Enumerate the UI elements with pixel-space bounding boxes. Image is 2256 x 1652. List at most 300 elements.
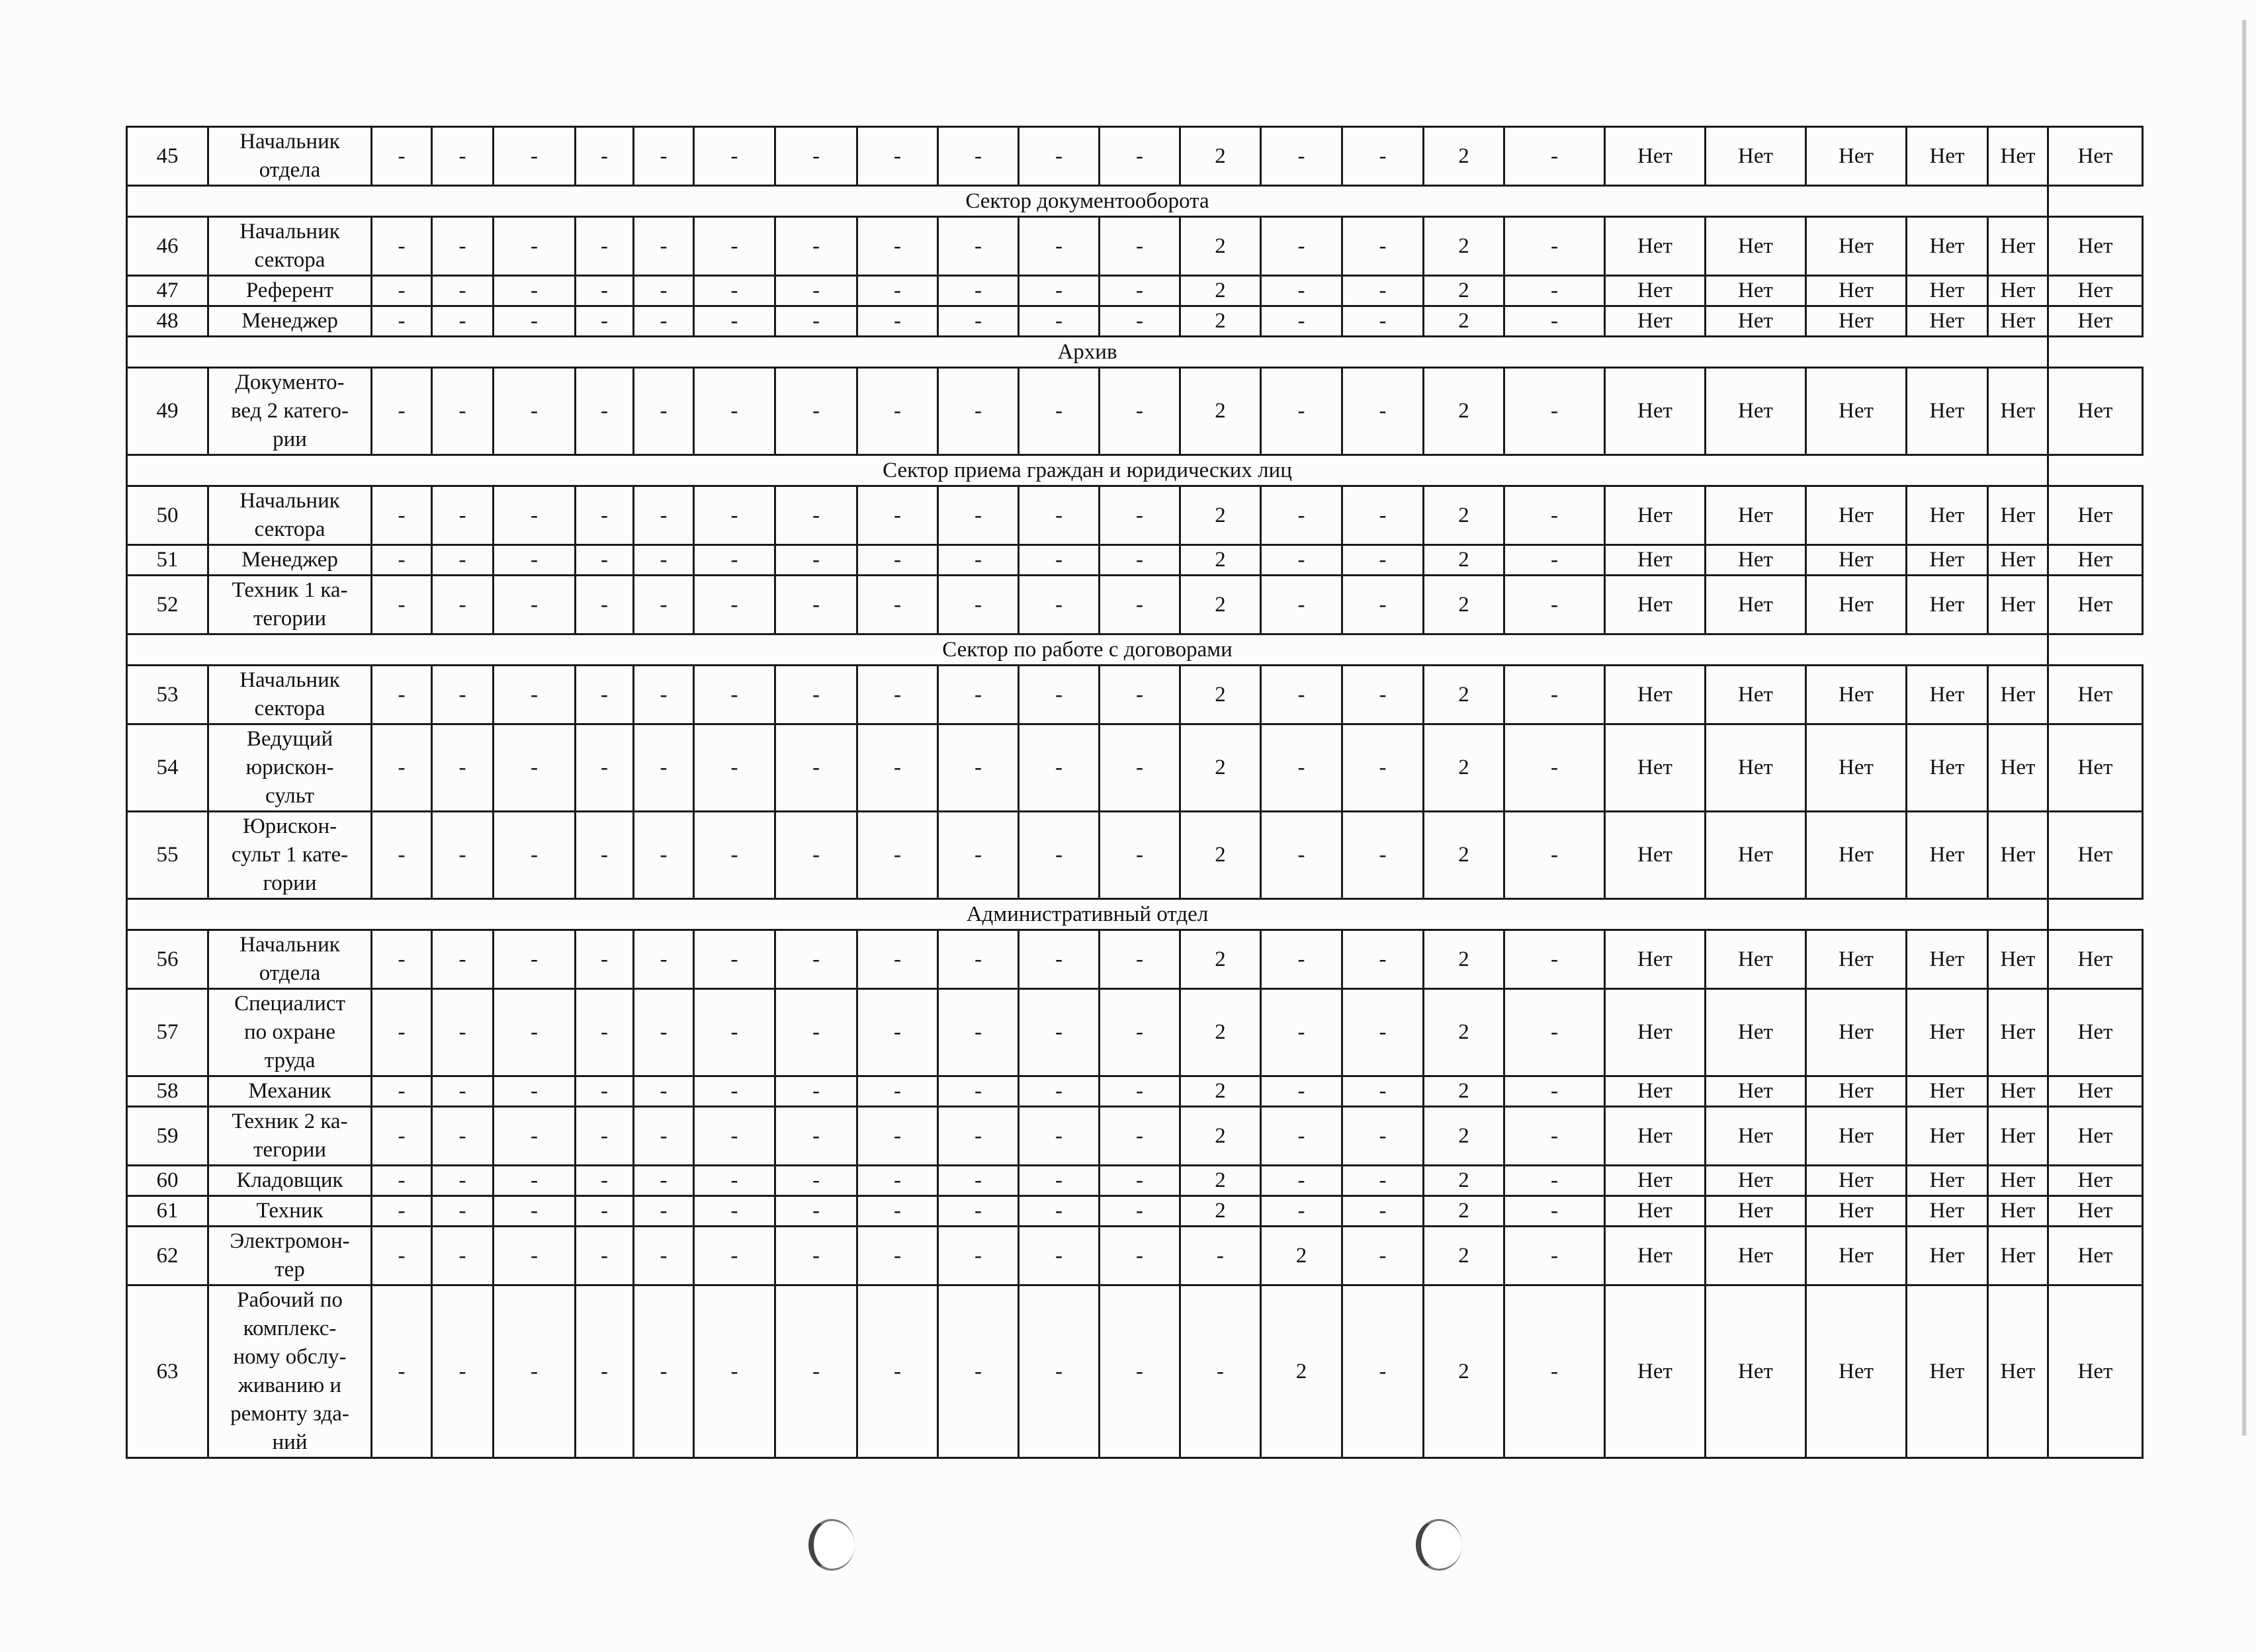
- factor-cell: 2: [1180, 486, 1261, 545]
- factor-cell: -: [1342, 989, 1424, 1076]
- factor-cell: -: [1504, 812, 1605, 899]
- factor-cell: -: [432, 1107, 494, 1166]
- factor-cell: -: [938, 127, 1019, 186]
- guarantee-cell: Нет: [1988, 812, 2048, 899]
- factor-cell: -: [1261, 368, 1342, 455]
- section-title: Архив: [127, 337, 2048, 368]
- factor-cell: -: [634, 276, 694, 306]
- factor-cell: 2: [1424, 989, 1504, 1076]
- factor-cell: -: [1019, 486, 1100, 545]
- guarantee-cell: Нет: [1988, 545, 2048, 576]
- position-name-line: по охране: [243, 1020, 336, 1044]
- factor-cell: -: [1342, 486, 1424, 545]
- position-name-line: Начальник: [239, 130, 340, 153]
- factor-cell: -: [634, 1285, 694, 1458]
- guarantee-cell: Нет: [1706, 1285, 1806, 1458]
- factor-cell: -: [1342, 545, 1424, 576]
- position-name: [208, 1227, 372, 1285]
- factor-cell: -: [857, 1227, 938, 1285]
- factor-cell: -: [372, 1107, 432, 1166]
- guarantee-cell: Нет: [1605, 306, 1706, 337]
- factor-cell: -: [694, 812, 775, 899]
- guarantee-cell: Нет: [1605, 666, 1706, 724]
- factor-cell: -: [775, 812, 857, 899]
- factor-cell: -: [938, 1227, 1019, 1285]
- row-number: 61: [127, 1196, 208, 1227]
- section-title: Административный отдел: [127, 899, 2048, 930]
- factor-cell: -: [576, 306, 634, 337]
- guarantee-cell: Нет: [2048, 1196, 2143, 1227]
- guarantee-cell: Нет: [1988, 1196, 2048, 1227]
- factor-cell: -: [1100, 812, 1180, 899]
- guarantee-cell: Нет: [1706, 724, 1806, 812]
- position-name: [208, 1196, 372, 1227]
- factor-cell: -: [1100, 724, 1180, 812]
- guarantee-cell: Нет: [1907, 368, 1988, 455]
- factor-cell: -: [1261, 812, 1342, 899]
- guarantee-cell: Нет: [1605, 1196, 1706, 1227]
- guarantee-cell: Нет: [1605, 127, 1706, 186]
- factor-cell: -: [775, 576, 857, 634]
- factor-cell: -: [576, 576, 634, 634]
- factor-cell: -: [432, 127, 494, 186]
- factor-cell: -: [775, 989, 857, 1076]
- staff-conditions-table: [126, 126, 2144, 1459]
- position-name: [208, 1285, 372, 1458]
- guarantee-cell: Нет: [1988, 127, 2048, 186]
- factor-cell: -: [938, 368, 1019, 455]
- row-number: 60: [127, 1166, 208, 1196]
- guarantee-cell: Нет: [2048, 306, 2143, 337]
- factor-cell: -: [775, 724, 857, 812]
- row-number: 55: [127, 812, 208, 899]
- factor-cell: -: [1504, 545, 1605, 576]
- guarantee-cell: Нет: [1706, 276, 1806, 306]
- guarantee-cell: Нет: [1907, 1107, 1988, 1166]
- guarantee-cell: Нет: [1907, 812, 1988, 899]
- row-number: 50: [127, 486, 208, 545]
- position-name-line: живанию и: [238, 1373, 342, 1397]
- factor-cell: -: [432, 1227, 494, 1285]
- guarantee-cell: Нет: [1605, 1107, 1706, 1166]
- factor-cell: -: [372, 276, 432, 306]
- row-number: 59: [127, 1107, 208, 1166]
- factor-cell: -: [634, 1227, 694, 1285]
- factor-cell: -: [857, 217, 938, 276]
- guarantee-cell: Нет: [1988, 1076, 2048, 1107]
- guarantee-cell: Нет: [1988, 576, 2048, 634]
- factor-cell: -: [1504, 1227, 1605, 1285]
- table-row: [127, 276, 2143, 306]
- guarantee-cell: Нет: [1907, 1166, 1988, 1196]
- factor-cell: -: [938, 724, 1019, 812]
- guarantee-cell: Нет: [2048, 1227, 2143, 1285]
- factor-cell: -: [694, 276, 775, 306]
- factor-cell: -: [1261, 576, 1342, 634]
- guarantee-cell: Нет: [1988, 930, 2048, 989]
- position-name-line: Документо-: [235, 370, 345, 394]
- factor-cell: -: [634, 1166, 694, 1196]
- position-name-line: Кладовщик: [236, 1168, 343, 1192]
- guarantee-cell: Нет: [1806, 1166, 1907, 1196]
- factor-cell: 2: [1180, 545, 1261, 576]
- factor-cell: -: [1261, 306, 1342, 337]
- factor-cell: -: [694, 1107, 775, 1166]
- factor-cell: -: [938, 1196, 1019, 1227]
- guarantee-cell: Нет: [1706, 486, 1806, 545]
- factor-cell: -: [634, 812, 694, 899]
- factor-cell: -: [1504, 930, 1605, 989]
- factor-cell: -: [1342, 930, 1424, 989]
- factor-cell: -: [775, 545, 857, 576]
- factor-cell: -: [857, 1196, 938, 1227]
- factor-cell: -: [938, 1166, 1019, 1196]
- factor-cell: -: [1261, 1107, 1342, 1166]
- guarantee-cell: Нет: [1605, 1227, 1706, 1285]
- factor-cell: -: [694, 989, 775, 1076]
- position-name-line: отдела: [259, 961, 321, 985]
- factor-cell: 2: [1424, 724, 1504, 812]
- factor-cell: -: [694, 666, 775, 724]
- factor-cell: -: [576, 812, 634, 899]
- guarantee-cell: Нет: [1907, 276, 1988, 306]
- guarantee-cell: Нет: [1806, 666, 1907, 724]
- factor-cell: 2: [1180, 217, 1261, 276]
- guarantee-cell: Нет: [2048, 276, 2143, 306]
- guarantee-cell: Нет: [1706, 217, 1806, 276]
- factor-cell: -: [1504, 368, 1605, 455]
- table-row: [127, 724, 2143, 812]
- factor-cell: -: [857, 1107, 938, 1166]
- factor-cell: 2: [1180, 368, 1261, 455]
- factor-cell: -: [857, 989, 938, 1076]
- guarantee-cell: Нет: [2048, 989, 2143, 1076]
- guarantee-cell: Нет: [1806, 486, 1907, 545]
- guarantee-cell: Нет: [1605, 930, 1706, 989]
- guarantee-cell: Нет: [1605, 217, 1706, 276]
- position-name-line: юрискон-: [245, 756, 334, 779]
- factor-cell: 2: [1424, 1227, 1504, 1285]
- position-name: [208, 368, 372, 455]
- guarantee-cell: Нет: [1907, 666, 1988, 724]
- guarantee-cell: Нет: [2048, 1285, 2143, 1458]
- table-row: [127, 1107, 2143, 1166]
- factor-cell: -: [694, 486, 775, 545]
- guarantee-cell: Нет: [2048, 1076, 2143, 1107]
- guarantee-cell: Нет: [1907, 486, 1988, 545]
- guarantee-cell: Нет: [1605, 989, 1706, 1076]
- factor-cell: -: [432, 368, 494, 455]
- factor-cell: 2: [1180, 1107, 1261, 1166]
- factor-cell: -: [694, 576, 775, 634]
- factor-cell: -: [1504, 1285, 1605, 1458]
- guarantee-cell: Нет: [1907, 127, 1988, 186]
- factor-cell: -: [494, 1166, 576, 1196]
- guarantee-cell: Нет: [1605, 812, 1706, 899]
- factor-cell: -: [1342, 812, 1424, 899]
- factor-cell: -: [938, 576, 1019, 634]
- guarantee-cell: Нет: [1605, 576, 1706, 634]
- factor-cell: -: [494, 989, 576, 1076]
- factor-cell: -: [1180, 1227, 1261, 1285]
- factor-cell: -: [576, 1285, 634, 1458]
- factor-cell: -: [938, 1107, 1019, 1166]
- position-name-line: сектора: [254, 697, 325, 720]
- row-number: 57: [127, 989, 208, 1076]
- factor-cell: -: [634, 306, 694, 337]
- factor-cell: -: [634, 486, 694, 545]
- factor-cell: -: [857, 1166, 938, 1196]
- table-row: [127, 306, 2143, 337]
- factor-cell: -: [1261, 276, 1342, 306]
- binder-hole-right: [1416, 1519, 1462, 1571]
- factor-cell: -: [857, 724, 938, 812]
- guarantee-cell: Нет: [2048, 486, 2143, 545]
- factor-cell: -: [634, 930, 694, 989]
- factor-cell: -: [634, 989, 694, 1076]
- factor-cell: -: [1100, 127, 1180, 186]
- factor-cell: -: [634, 127, 694, 186]
- factor-cell: -: [938, 666, 1019, 724]
- row-number: 51: [127, 545, 208, 576]
- factor-cell: -: [576, 1107, 634, 1166]
- factor-cell: -: [694, 1076, 775, 1107]
- factor-cell: -: [494, 1107, 576, 1166]
- factor-cell: -: [1342, 1107, 1424, 1166]
- factor-cell: -: [494, 368, 576, 455]
- factor-cell: -: [775, 1285, 857, 1458]
- guarantee-cell: Нет: [1806, 1076, 1907, 1107]
- position-name: [208, 724, 372, 812]
- factor-cell: -: [1180, 1285, 1261, 1458]
- factor-cell: -: [694, 217, 775, 276]
- factor-cell: -: [1019, 1166, 1100, 1196]
- factor-cell: -: [694, 930, 775, 989]
- factor-cell: -: [938, 989, 1019, 1076]
- guarantee-cell: Нет: [1806, 812, 1907, 899]
- position-name: [208, 666, 372, 724]
- factor-cell: 2: [1180, 989, 1261, 1076]
- factor-cell: -: [938, 306, 1019, 337]
- section-header-row: [127, 337, 2143, 368]
- factor-cell: -: [1504, 1166, 1605, 1196]
- factor-cell: -: [1019, 127, 1100, 186]
- factor-cell: -: [432, 724, 494, 812]
- row-number: 58: [127, 1076, 208, 1107]
- factor-cell: 2: [1424, 127, 1504, 186]
- factor-cell: 2: [1424, 1076, 1504, 1107]
- position-name-line: комплекс-: [243, 1317, 337, 1340]
- guarantee-cell: Нет: [2048, 1107, 2143, 1166]
- guarantee-cell: Нет: [1806, 1227, 1907, 1285]
- factor-cell: -: [775, 1076, 857, 1107]
- factor-cell: 2: [1424, 545, 1504, 576]
- position-name: [208, 1076, 372, 1107]
- factor-cell: -: [432, 1285, 494, 1458]
- section-header-row: [127, 634, 2143, 666]
- factor-cell: -: [1019, 724, 1100, 812]
- guarantee-cell: Нет: [1907, 724, 1988, 812]
- guarantee-cell: Нет: [1988, 666, 2048, 724]
- factor-cell: -: [1019, 930, 1100, 989]
- factor-cell: -: [1019, 666, 1100, 724]
- position-name-line: Специалист: [234, 992, 345, 1016]
- factor-cell: -: [634, 545, 694, 576]
- guarantee-cell: Нет: [1907, 1227, 1988, 1285]
- row-number: 54: [127, 724, 208, 812]
- guarantee-cell: Нет: [1988, 306, 2048, 337]
- factor-cell: -: [494, 545, 576, 576]
- factor-cell: -: [938, 486, 1019, 545]
- position-name-line: тер: [275, 1258, 305, 1282]
- guarantee-cell: Нет: [1706, 368, 1806, 455]
- factor-cell: 2: [1424, 930, 1504, 989]
- factor-cell: -: [857, 306, 938, 337]
- factor-cell: -: [494, 1076, 576, 1107]
- position-name: [208, 217, 372, 276]
- factor-cell: -: [775, 1196, 857, 1227]
- factor-cell: 2: [1424, 812, 1504, 899]
- guarantee-cell: Нет: [1988, 1285, 2048, 1458]
- factor-cell: -: [1504, 276, 1605, 306]
- position-name: [208, 306, 372, 337]
- factor-cell: -: [775, 1227, 857, 1285]
- row-number: 48: [127, 306, 208, 337]
- factor-cell: -: [634, 666, 694, 724]
- guarantee-cell: Нет: [1706, 1166, 1806, 1196]
- factor-cell: -: [372, 217, 432, 276]
- factor-cell: 2: [1424, 1166, 1504, 1196]
- position-name: [208, 930, 372, 989]
- factor-cell: -: [1261, 127, 1342, 186]
- position-name-line: Менеджер: [241, 548, 338, 572]
- factor-cell: -: [1342, 724, 1424, 812]
- factor-cell: -: [372, 724, 432, 812]
- factor-cell: -: [634, 368, 694, 455]
- guarantee-cell: Нет: [1907, 217, 1988, 276]
- factor-cell: -: [372, 127, 432, 186]
- guarantee-cell: Нет: [1605, 1076, 1706, 1107]
- factor-cell: -: [494, 486, 576, 545]
- guarantee-cell: Нет: [2048, 930, 2143, 989]
- section-header-row: [127, 186, 2143, 217]
- table-row: [127, 368, 2143, 455]
- factor-cell: 2: [1424, 368, 1504, 455]
- guarantee-cell: Нет: [1806, 127, 1907, 186]
- guarantee-cell: Нет: [1907, 1076, 1988, 1107]
- factor-cell: -: [1342, 1166, 1424, 1196]
- position-name-line: Техник: [256, 1199, 324, 1223]
- guarantee-cell: Нет: [1806, 1285, 1907, 1458]
- factor-cell: -: [1019, 1107, 1100, 1166]
- factor-cell: -: [432, 545, 494, 576]
- position-name-line: сектора: [254, 248, 325, 272]
- factor-cell: -: [576, 666, 634, 724]
- guarantee-cell: Нет: [1806, 989, 1907, 1076]
- factor-cell: -: [1261, 486, 1342, 545]
- factor-cell: -: [1100, 276, 1180, 306]
- position-name-line: тегории: [253, 607, 327, 630]
- position-name-line: ному обслу-: [233, 1345, 347, 1369]
- factor-cell: -: [775, 306, 857, 337]
- factor-cell: -: [1100, 368, 1180, 455]
- factor-cell: -: [938, 930, 1019, 989]
- guarantee-cell: Нет: [1988, 368, 2048, 455]
- factor-cell: -: [372, 1166, 432, 1196]
- factor-cell: -: [1100, 306, 1180, 337]
- factor-cell: -: [1261, 1076, 1342, 1107]
- row-number: 46: [127, 217, 208, 276]
- factor-cell: -: [1504, 486, 1605, 545]
- guarantee-cell: Нет: [2048, 666, 2143, 724]
- binder-hole-left: [808, 1519, 855, 1571]
- position-name-line: гории: [263, 871, 317, 895]
- factor-cell: -: [372, 545, 432, 576]
- factor-cell: -: [1504, 576, 1605, 634]
- factor-cell: -: [1342, 1196, 1424, 1227]
- factor-cell: 2: [1424, 276, 1504, 306]
- factor-cell: -: [576, 127, 634, 186]
- guarantee-cell: Нет: [1605, 1285, 1706, 1458]
- row-number: 53: [127, 666, 208, 724]
- factor-cell: -: [775, 486, 857, 545]
- factor-cell: -: [775, 127, 857, 186]
- factor-cell: -: [1019, 276, 1100, 306]
- factor-cell: -: [634, 1196, 694, 1227]
- position-name: [208, 1166, 372, 1196]
- guarantee-cell: Нет: [1706, 1196, 1806, 1227]
- factor-cell: -: [857, 127, 938, 186]
- factor-cell: -: [494, 127, 576, 186]
- factor-cell: -: [1261, 1196, 1342, 1227]
- factor-cell: -: [576, 276, 634, 306]
- factor-cell: -: [1019, 217, 1100, 276]
- factor-cell: -: [1019, 306, 1100, 337]
- factor-cell: -: [576, 1196, 634, 1227]
- factor-cell: 2: [1180, 1166, 1261, 1196]
- position-name-line: Начальник: [239, 220, 340, 243]
- section-header-row: [127, 455, 2143, 486]
- factor-cell: 2: [1180, 306, 1261, 337]
- guarantee-cell: Нет: [1706, 127, 1806, 186]
- factor-cell: -: [694, 127, 775, 186]
- position-name-line: ний: [272, 1430, 308, 1454]
- factor-cell: -: [857, 486, 938, 545]
- factor-cell: -: [634, 1076, 694, 1107]
- factor-cell: -: [938, 276, 1019, 306]
- factor-cell: -: [576, 1227, 634, 1285]
- factor-cell: -: [494, 306, 576, 337]
- guarantee-cell: Нет: [1706, 1076, 1806, 1107]
- page-edge-shadow: [2241, 20, 2247, 1436]
- row-number: 45: [127, 127, 208, 186]
- factor-cell: -: [494, 1285, 576, 1458]
- factor-cell: -: [1100, 930, 1180, 989]
- factor-cell: -: [1261, 989, 1342, 1076]
- factor-cell: -: [1504, 1076, 1605, 1107]
- factor-cell: -: [1342, 576, 1424, 634]
- guarantee-cell: Нет: [1605, 1166, 1706, 1196]
- factor-cell: -: [694, 1285, 775, 1458]
- guarantee-cell: Нет: [1907, 930, 1988, 989]
- guarantee-cell: Нет: [2048, 127, 2143, 186]
- row-number: 49: [127, 368, 208, 455]
- factor-cell: -: [938, 217, 1019, 276]
- factor-cell: -: [1504, 127, 1605, 186]
- section-title: Сектор приема граждан и юридических лиц: [127, 455, 2048, 486]
- position-name: [208, 276, 372, 306]
- factor-cell: -: [1100, 1107, 1180, 1166]
